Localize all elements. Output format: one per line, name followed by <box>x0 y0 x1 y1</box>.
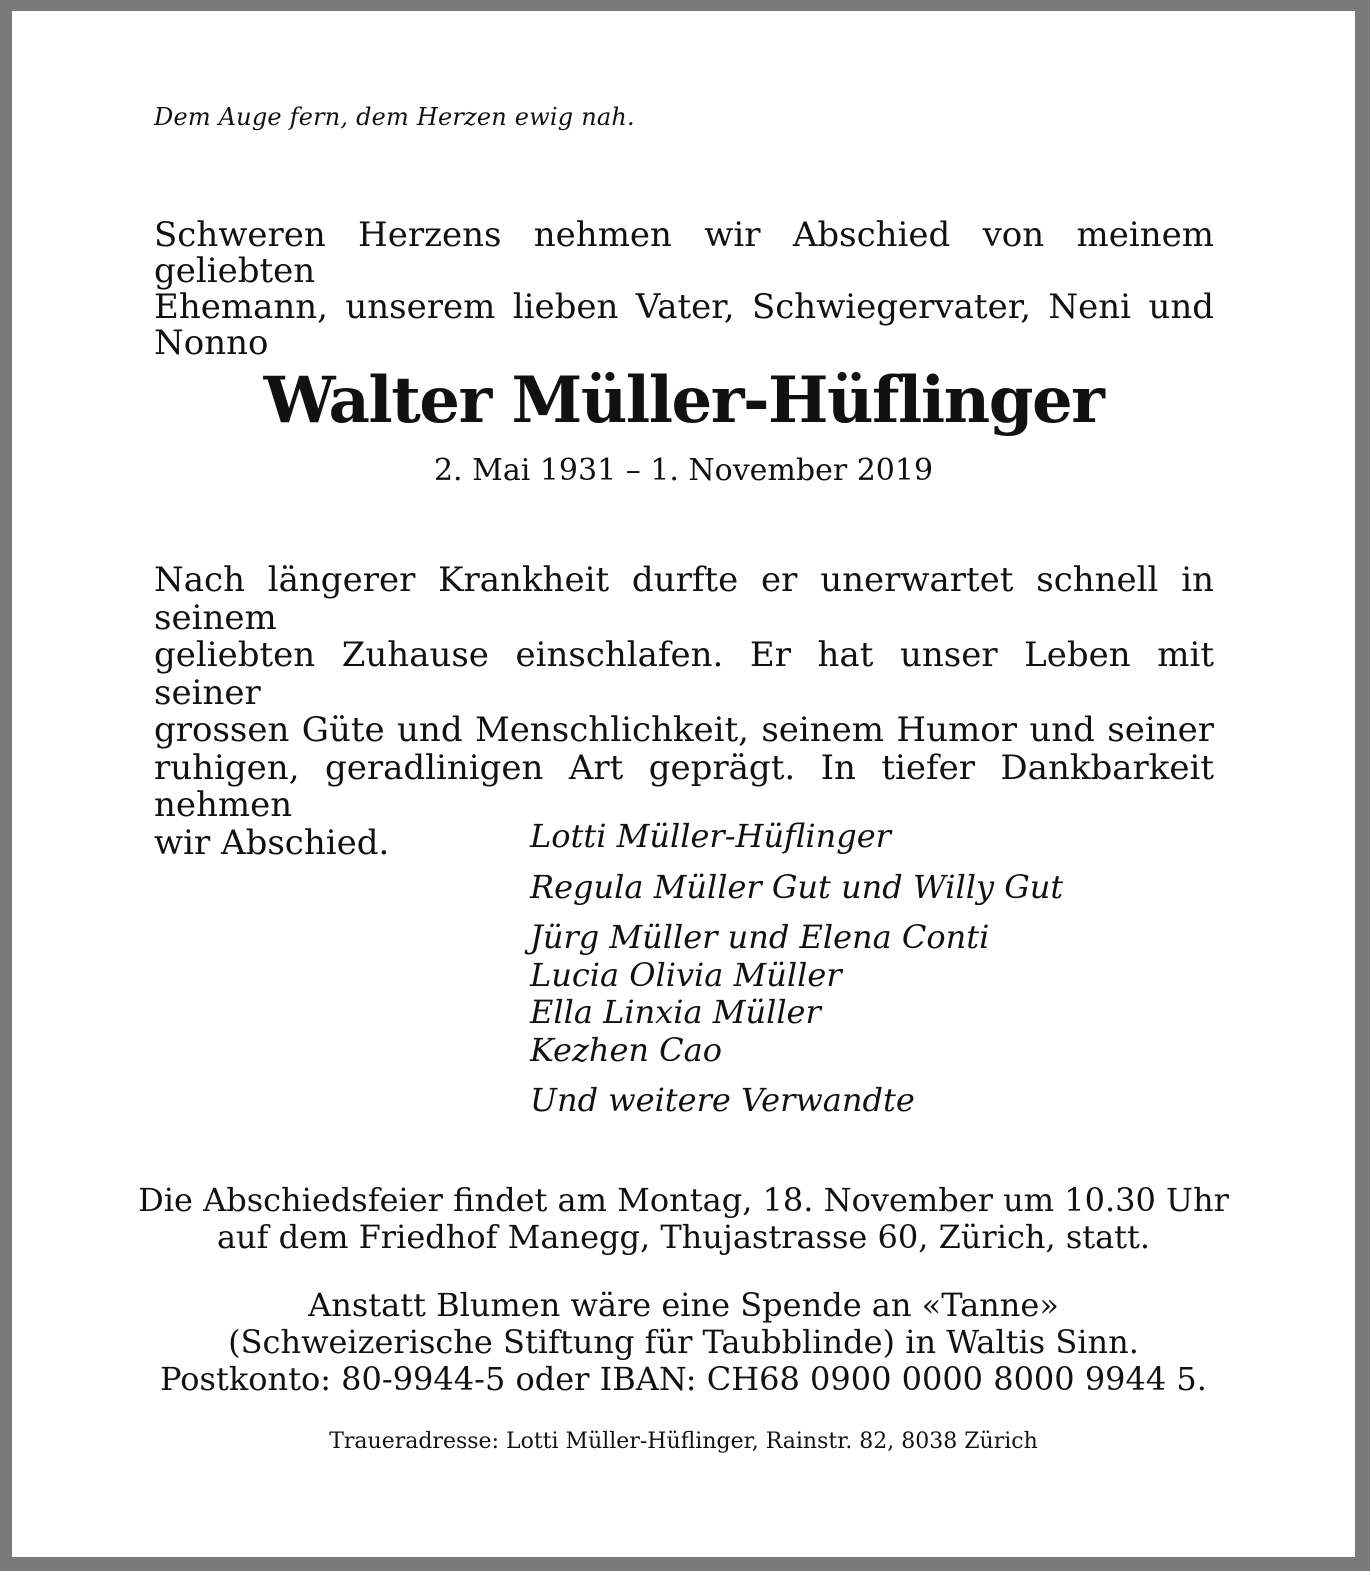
intro-line: Ehemann, unserem lieben Vater, Schwiegervater, Neni und Nonno <box>154 287 1214 363</box>
body-line: wir Abschied. <box>154 822 390 863</box>
life-dates: 2. Mai 1931 – 1. November 2019 <box>433 453 934 488</box>
obituary-notice <box>12 11 1355 1557</box>
donation-line: Postkonto: 80-9944-5 oder IBAN: CH68 0900 0000 8000 9944 5. <box>160 1360 1207 1398</box>
ceremony-line: Die Abschiedsfeier findet am Montag, 18. November um 10.30 Uhr <box>138 1181 1229 1219</box>
family-member: Lucia Olivia Müller <box>530 955 842 994</box>
family-member: Jürg Müller und Elena Conti <box>530 918 990 956</box>
intro-paragraph <box>154 217 1214 361</box>
donation-line: (Schweizerische Stiftung für Taubblinde) in Waltis Sinn. <box>228 1323 1139 1361</box>
ceremony-line: auf dem Friedhof Manegg, Thujastrasse 60, Zürich, statt. <box>216 1218 1151 1256</box>
family-member: Ella Linxia Müller <box>530 993 821 1031</box>
family-list <box>530 818 1063 1120</box>
ceremony-info <box>12 1182 1355 1256</box>
motto: Dem Auge fern, dem Herzen ewig nah. <box>154 103 635 131</box>
mourning-address: Traueradresse: Lotti Müller-Hüflinger, Rainstr. 82, 8038 Zürich <box>329 1429 1038 1454</box>
family-member: Kezhen Cao <box>530 1030 722 1069</box>
donation-line: Anstatt Blumen wäre eine Spende an «Tanne» <box>308 1286 1059 1324</box>
family-member: Lotti Müller-Hüflinger <box>530 817 891 855</box>
body-line: geliebten Zuhause einschlafen. Er hat unser Leben mit seiner <box>154 635 1214 713</box>
intro-line: Schweren Herzens nehmen wir Abschied von meinem geliebten <box>154 215 1214 291</box>
deceased-name: Walter Müller-Hüflinger <box>263 363 1104 438</box>
body-line: Nach längerer Krankheit durfte er unerwartet schnell in seinem <box>154 560 1214 638</box>
family-member: Und weitere Verwandte <box>530 1081 915 1119</box>
body-line: ruhigen, geradlinigen Art geprägt. In tiefer Dankbarkeit nehmen <box>154 747 1214 825</box>
family-member: Regula Müller Gut und Willy Gut <box>530 867 1064 906</box>
donation-info <box>12 1287 1355 1398</box>
body-line: grossen Güte und Menschlichkeit, seinem Humor und seiner <box>154 710 1214 750</box>
